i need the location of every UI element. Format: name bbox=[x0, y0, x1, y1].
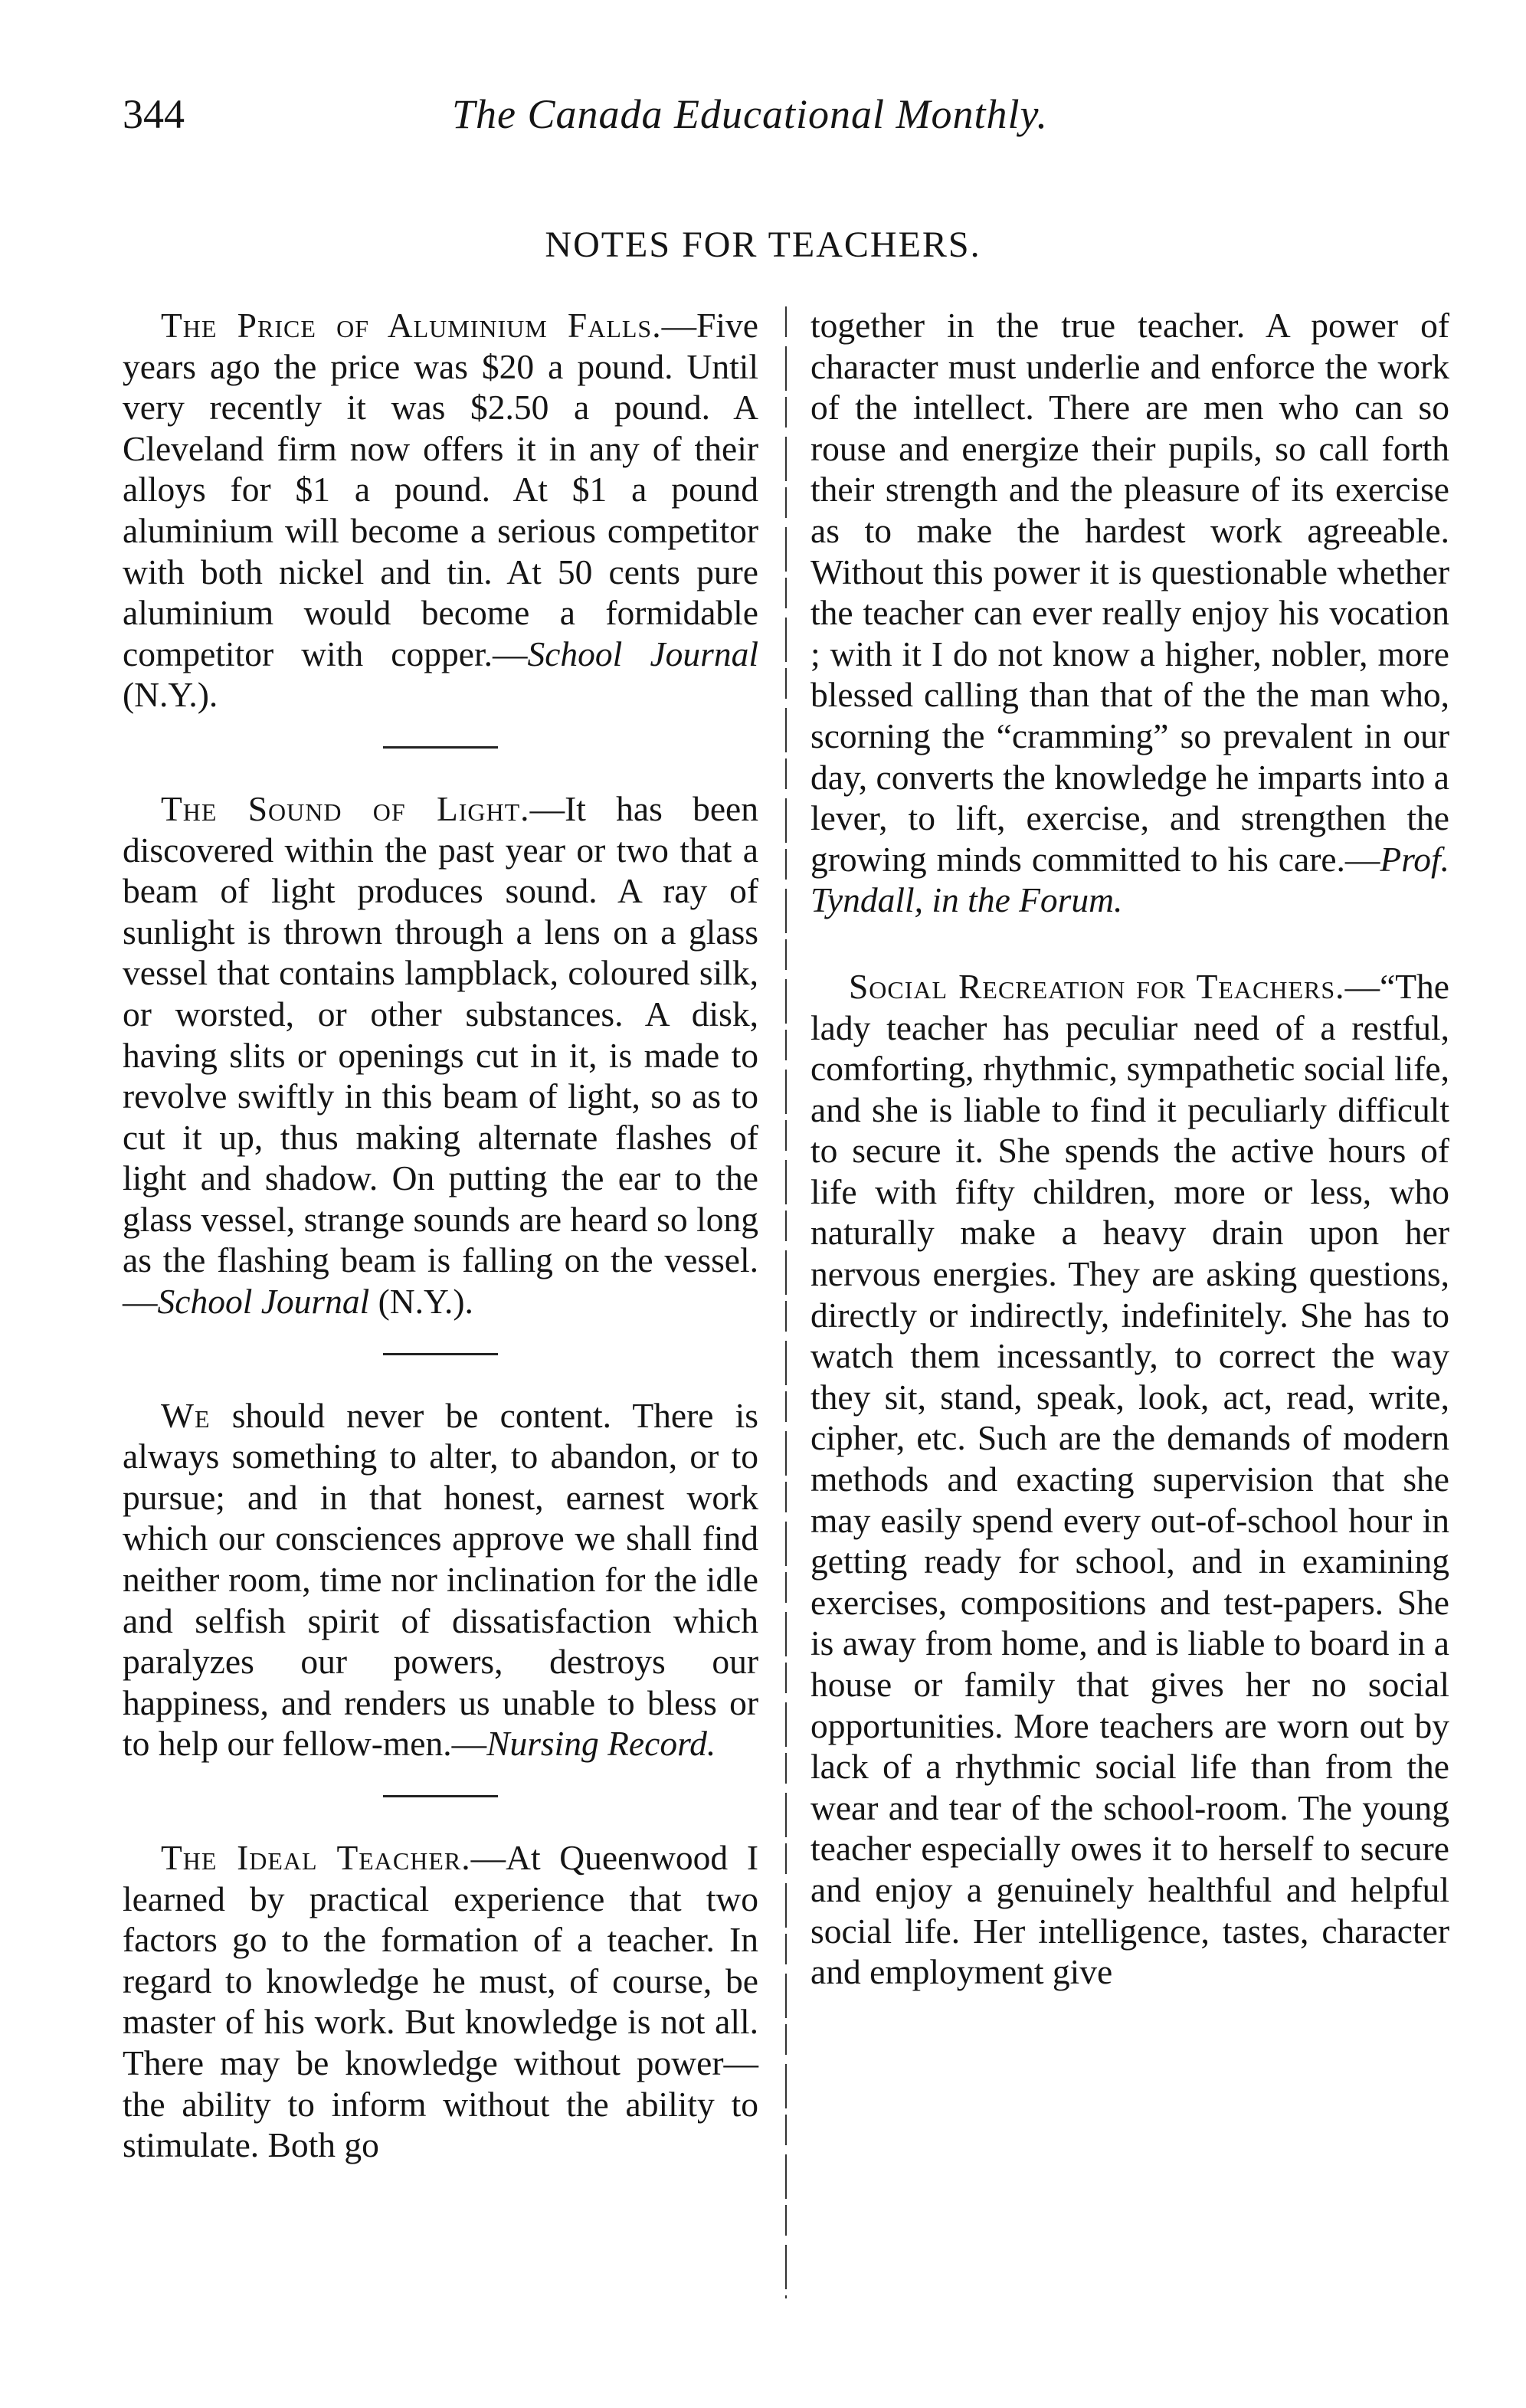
article-body: —It has been discovered within the past year or two that a beam of light produces sound. A ray of sunlight is thrown through a lens on a glass vessel that contains lampblack, coloured silk, or worsted, or other substances. A disk, having slits or openings cut in it, is made to revolve swiftly in this beam of light, so as to cut it up, thus making alternate flashes of light and shadow. On putting the ear to the glass vessel, strange sounds are heard so long as the flashing beam is falling on the vessel.— bbox=[123, 788, 758, 1322]
separator-rule bbox=[383, 1353, 498, 1355]
article-heading: Social Recreation for Teachers. bbox=[849, 966, 1345, 1006]
article-body: together in the true teacher. A power of character must underlie and enforce the work of the intellect. There are men who can so rouse and energize their pupils, so call forth their strength and the pleasure of its exercise as to make the hardest work agreeable. Without this power it is questionable whether the teacher can ever really enjoy his vocation ; with it I do not know a higher, nobler, more blessed calling than that of the the man who, scorning the “cramming” so prevalent in our day, converts the knowledge he imparts into a lever, to lift, exercise, and strengthen the growing minds committed to his care.— bbox=[810, 306, 1449, 879]
article-body: —“The lady teacher has peculiar need of a restful, comforting, rhythmic, sympathetic social life, and she is liable to find it peculiarly difficult to secure it. She spends the active hours of life with fifty children, more or less, who naturally make a heavy drain upon her nervous energies. They are asking questions, directly or indirectly, indefinitely. She has to watch them incessantly, to correct the way they sit, stand, speak, look, act, read, write, cipher, etc. Such are the demands of modern methods and exacting supervision that she may easily spend every out-of-school hour in getting ready for school, and in examining exercises, compositions and test-papers. She is away from home, and is liable to board in a house or family that gives her no social opportunities. More teachers are worn out by lack of a rhythmic social life than from the wear and tear of the school-room. The young teacher especially owes it to herself to secure and enjoy a genuinely healthful and helpful social life. Her intelligence, tastes, character and employment give bbox=[810, 966, 1449, 1992]
article-social-recreation bbox=[810, 966, 1449, 1993]
article-source: Nursing Record. bbox=[486, 1724, 716, 1764]
article-ideal-teacher bbox=[123, 1837, 758, 2166]
article-heading: The Price of Aluminium Falls. bbox=[161, 306, 662, 345]
column-rule bbox=[785, 306, 787, 2298]
page-header bbox=[123, 90, 1456, 159]
article-heading: The Sound of Light. bbox=[161, 788, 530, 828]
running-title: The Canada Educational Monthly. bbox=[452, 91, 1048, 137]
section-title: NOTES FOR TEACHERS. bbox=[545, 224, 981, 265]
article-source: Prof. Tyndall, in the Forum. bbox=[810, 839, 1449, 920]
article-source: School Journal bbox=[527, 634, 758, 673]
separator-rule bbox=[383, 1795, 498, 1797]
article-body: —At Queenwood I learned by practical experience that two factors go to the formation of a teacher. In regard to knowledge he must, of course, be master of his work. But knowledge is not all. There may be knowledge without power—the ability to inform without the ability to stimulate. Both go bbox=[123, 1838, 758, 2165]
article-aluminium bbox=[123, 305, 758, 716]
article-body: should never be content. There is always something to alter, to abandon, or to pursue; and in that honest, earnest work which our consciences approve we shall find neither room, time nor inclination for the idle and selfish spirit of dissatisfaction which paralyzes our powers, destroys our happiness, and renders us unable to bless or to help our fellow-men.— bbox=[123, 1395, 758, 1764]
article-heading: The Ideal Teacher. bbox=[161, 1838, 471, 1877]
article-ideal-teacher-continued bbox=[810, 305, 1449, 921]
right-column bbox=[810, 305, 1449, 1993]
left-column bbox=[123, 305, 758, 2166]
separator-rule bbox=[1072, 938, 1187, 940]
page-number: 344 bbox=[123, 91, 185, 137]
article-body: —Five years ago the price was $20 a pound. Until very recently it was $2.50 a pound. A Cleveland firm now offers it in any of their alloys for $1 a pound. At $1 a pound aluminium will become a serious competitor with both nickel and tin. At 50 cents pure aluminium would become a formidable competitor with copper.— bbox=[123, 306, 758, 673]
article-content bbox=[123, 1395, 758, 1764]
article-heading: We bbox=[161, 1395, 211, 1435]
article-source: School Journal bbox=[157, 1282, 370, 1322]
article-source-tail: (N.Y.). bbox=[369, 1282, 473, 1322]
article-source-tail: (N.Y.). bbox=[123, 675, 218, 715]
separator-rule bbox=[383, 746, 498, 749]
article-sound-of-light bbox=[123, 788, 758, 1322]
